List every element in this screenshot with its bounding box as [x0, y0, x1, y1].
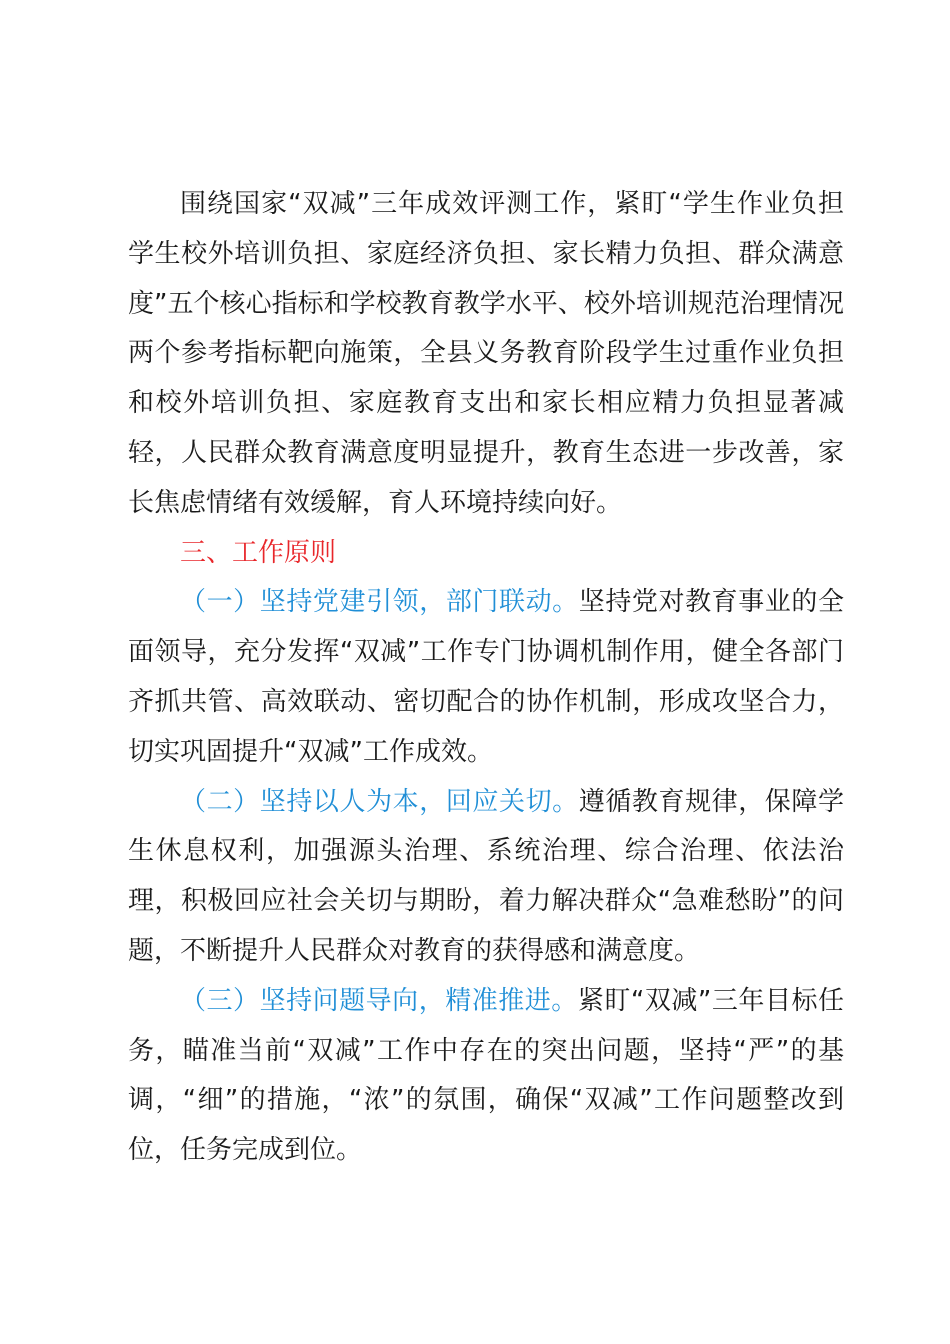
goal-paragraph-text: 围绕国家“双减”三年成效评测工作，紧盯“学生作业负担学生校外培训负担、家庭经济负担、家长精力负担、群众满意度”五个核心指标和学校教育教学水平、校外培训规范治理情况两个参考指标靶向施策，全县义务教育阶段学生过重作业负担和校外培训负担、家庭教育支出和家长相应精力负担显著减轻，人民群众教育满意度明显提升，教育生态进一步改善，家长焦虑情绪有效缓解，育人环境持续向好。 [128, 189, 844, 518]
section-heading-principles: 三、工作原则 [180, 537, 337, 568]
principle-paragraph-1 [128, 578, 844, 777]
goal-paragraph [128, 180, 844, 529]
principle-lead-3: （三）坚持问题导向，精准推进。 [180, 985, 578, 1016]
principle-lead-2: （二）坚持以人为本，回应关切。 [180, 786, 579, 817]
principle-paragraph-2 [128, 778, 844, 977]
principle-text-1: 坚持党对教育事业的全面领导，充分发挥“双减”工作专门协调机制作用，健全各部门齐抓共管、高效联动、密切配合的协作机制，形成攻坚合力，切实巩固提升“双减”工作成效。 [128, 587, 844, 767]
principle-text-3: 紧盯“双减”三年目标任务，瞄准当前“双减”工作中存在的突出问题，坚持“严”的基调，“细”的措施，“浓”的氛围，确保“双减”工作问题整改到位，任务完成到位。 [128, 985, 844, 1166]
principle-text-2: 遵循教育规律，保障学生休息权利，加强源头治理、系统治理、综合治理、依法治理，积极回应社会关切与期盼，着力解决群众“急难愁盼”的问题，不断提升人民群众对教育的获得感和满意度。 [128, 786, 844, 966]
document-page [128, 180, 844, 1176]
principle-lead-1: （一）坚持党建引领，部门联动。 [180, 587, 579, 618]
principle-paragraph-3 [128, 977, 844, 1176]
